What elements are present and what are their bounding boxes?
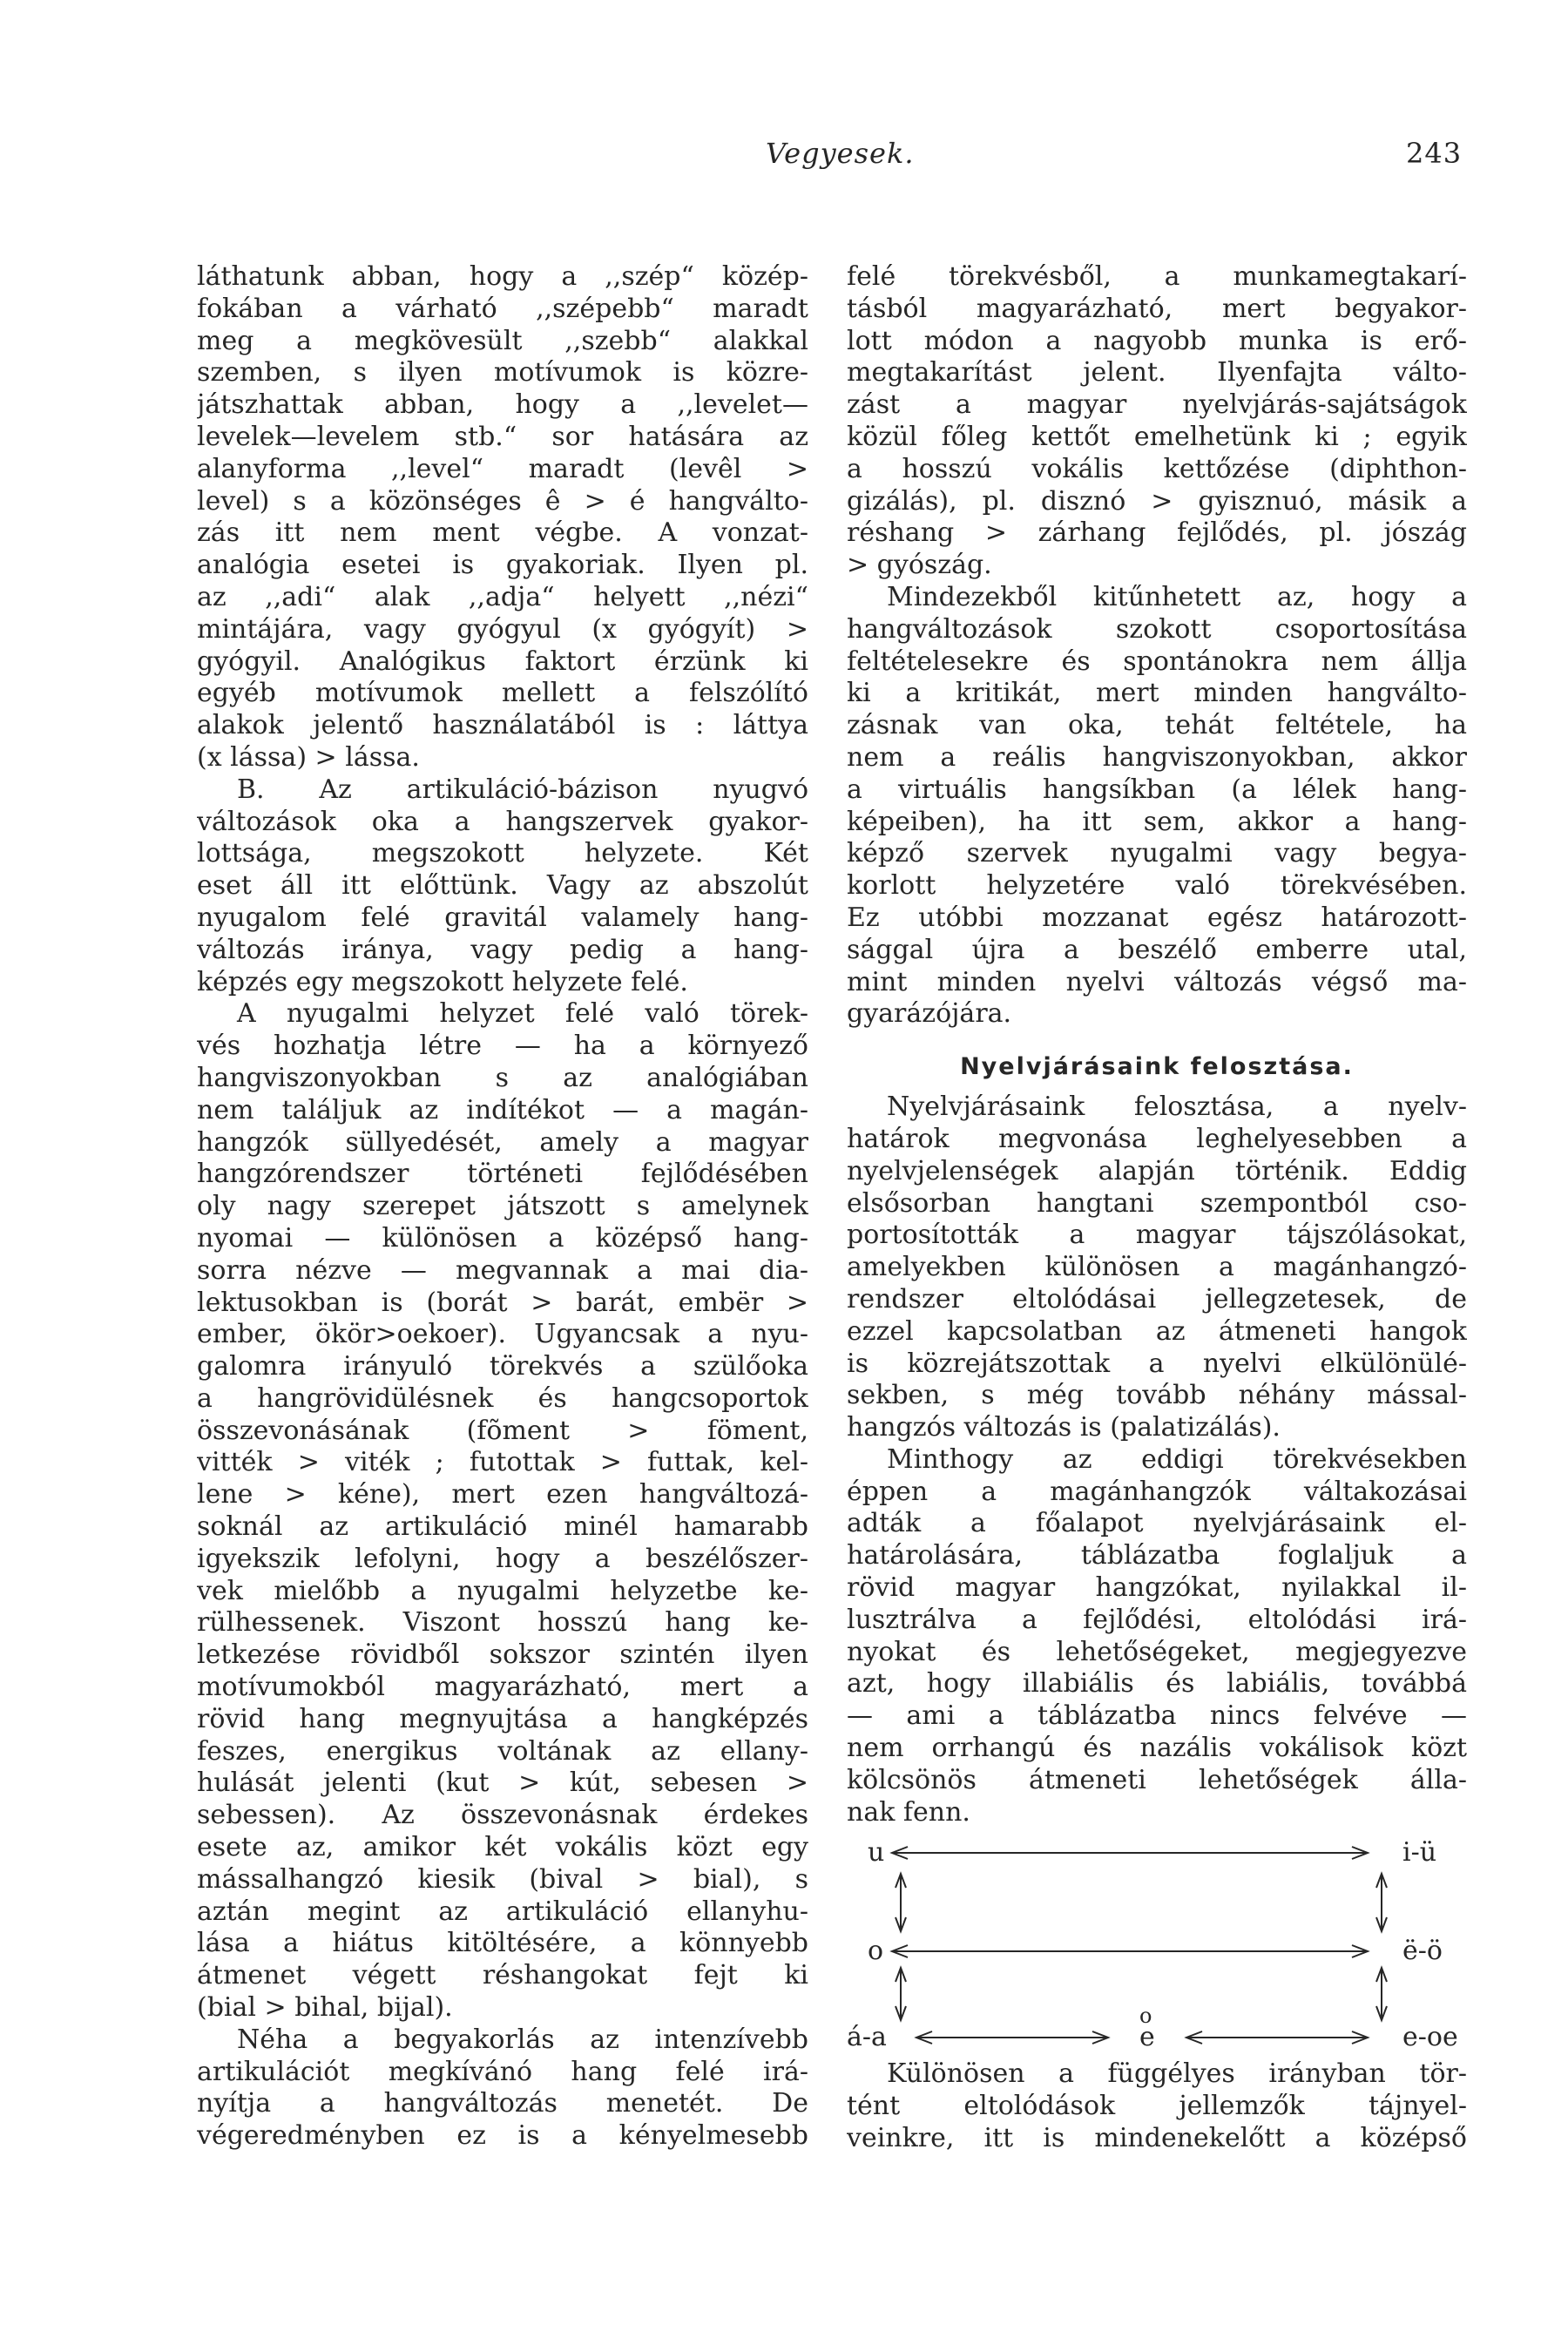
text-line: képző szervek nyugalmi vagy begya- <box>847 838 1467 869</box>
text-line: alanyforma ,,level“ maradt (levêl > <box>197 453 808 484</box>
page-number: 243 <box>1406 137 1463 170</box>
text-line: játszhattak abban, hogy a ,,levelet— <box>197 389 808 421</box>
text-line: láthatunk abban, hogy a ,,szép“ közép- <box>197 261 808 292</box>
text-line: hangzók süllyedését, amely a magyar <box>197 1126 808 1158</box>
vowel-label-i-u: i-ü <box>1402 1837 1437 1869</box>
text-line: lott módon a nagyobb munka is erő- <box>847 325 1467 356</box>
text-line: lektusokban is (borát > barát, embër > <box>197 1287 808 1318</box>
text-line: nem a reális hangviszonyokban, akkor <box>847 741 1467 773</box>
text-line: esete az, amikor két vokális közt egy <box>197 1832 808 1863</box>
text-line: level) s a közönséges ê > é hangválto- <box>197 485 808 517</box>
text-line: sekben, s még tovább néhány mással- <box>847 1380 1467 1411</box>
text-line: galomra irányuló törekvés a szülőoka <box>197 1351 808 1382</box>
text-line: adták a főalapot nyelvjárásaink el- <box>847 1508 1467 1539</box>
text-line: képeiben), ha itt sem, akkor a hang- <box>847 806 1467 837</box>
vowel-label-e-oe: e-oe <box>1402 2022 1458 2053</box>
text-line: sággal újra a beszélő emberre utal, <box>847 934 1467 965</box>
text-line: B. Az artikuláció-bázison nyugvó <box>237 774 808 805</box>
text-line: mint minden nyelvi változás végső ma- <box>847 966 1467 997</box>
left-text-column <box>197 261 808 2153</box>
text-line: az ,,adi“ alak ,,adja“ helyett ,,nézi“ <box>197 581 808 612</box>
text-line: nak fenn. <box>847 1796 970 1828</box>
text-line: hangváltozások szokott csoportosítása <box>847 613 1467 645</box>
text-line: átmenet végett réshangokat fejt ki <box>197 1960 808 1991</box>
text-line: tént eltolódások jellemzők tájnyel- <box>847 2091 1467 2122</box>
text-line: korlott helyzetére való törekvésében. <box>847 870 1467 902</box>
text-line: nyomai — különösen a középső hang- <box>197 1222 808 1254</box>
text-line: — ami a táblázatba nincs felvéve — <box>847 1700 1467 1732</box>
text-line: vitték > viték ; futottak > futtak, kel- <box>197 1447 808 1478</box>
text-line: rendszer eltolódásai jellegzetesek, de <box>847 1283 1467 1315</box>
text-line: hangviszonyokban s az analógiában <box>197 1062 808 1093</box>
text-line: veinkre, itt is mindenekelőtt a középső <box>847 2123 1467 2154</box>
text-line: nyokat és lehetőségeket, megjegyezve <box>847 1636 1467 1667</box>
text-line: képzés egy megszokott helyzete felé. <box>197 966 688 997</box>
text-line: soknál az artikuláció minél hamarabb <box>197 1511 808 1543</box>
text-line: analógia esetei is gyakoriak. Ilyen pl. <box>197 550 808 581</box>
text-line: összevonásának (fõment > föment, <box>197 1415 808 1446</box>
text-line: (bial > bihal, bijal). <box>197 1992 453 2024</box>
vowel-shift-diagram <box>847 1835 1467 2053</box>
text-line: tásból magyarázható, mert begyakor- <box>847 293 1467 324</box>
text-line: sebessen). Az összevonásnak érdekes <box>197 1800 808 1831</box>
text-line: kölcsönös átmeneti lehetőségek álla- <box>847 1764 1467 1795</box>
text-line: hangzórendszer történeti fejlődésében <box>197 1159 808 1190</box>
text-line: feltételesekre és spontánokra nem állja <box>847 645 1467 677</box>
text-line: portosították a magyar tájszólásokat, <box>847 1220 1467 1251</box>
text-line: oly nagy szerepet játszott s amelynek <box>197 1191 808 1222</box>
vowel-label-o-small: o <box>1139 2004 1152 2029</box>
diagram-arrows <box>847 1835 1467 2053</box>
text-line: rövid magyar hangzókat, nyilakkal il- <box>847 1572 1467 1604</box>
text-line: feszes, energikus voltának az ellany- <box>197 1735 808 1767</box>
text-line: határok megvonása leghelyesebben a <box>847 1123 1467 1154</box>
text-line: nem orrhangú és nazális vokálisok közt <box>847 1733 1467 1764</box>
vowel-label-e: e <box>1139 2022 1155 2053</box>
text-line: lusztrálva a fejlődési, eltolódási irá- <box>847 1604 1467 1635</box>
text-line: Nyelvjárásaink felosztása, a nyelv- <box>887 1092 1467 1123</box>
text-line: amelyekben különösen a magánhangzó- <box>847 1252 1467 1283</box>
text-line: felé törekvésből, a munkamegtakarí- <box>847 261 1467 292</box>
text-line: Ez utóbbi mozzanat egész határozott- <box>847 902 1467 933</box>
text-line: a hangrövidülésnek és hangcsoportok <box>197 1382 808 1414</box>
vowel-label-a-a: á-a <box>847 2022 887 2053</box>
text-line: ezzel kapcsolatban az átmeneti hangok <box>847 1315 1467 1347</box>
text-line: ember, ökör>oekoer). Ugyancsak a nyu- <box>197 1319 808 1350</box>
text-line: aztán megint az artikuláció ellanyhu- <box>197 1896 808 1927</box>
text-line: Minthogy az eddigi törekvésekben <box>887 1443 1467 1475</box>
text-line: hulását jelenti (kut > kút, sebesen > <box>197 1767 808 1799</box>
text-line: gyarázójára. <box>847 998 1012 1030</box>
text-line: zást a magyar nyelvjárás-sajátságok <box>847 389 1467 421</box>
text-line: alakok jelentő használatából is : láttya <box>197 710 808 741</box>
text-line: vés hozhatja létre — ha a környező <box>197 1031 808 1062</box>
running-header-title: Vegyesek. <box>766 137 915 170</box>
text-line: gizálás), pl. disznó > gyisznuó, másik a <box>847 485 1467 517</box>
text-line: változások oka a hangszervek gyakor- <box>197 806 808 837</box>
text-line: nem találjuk az indítékot — a magán- <box>197 1094 808 1125</box>
text-line: rülhessenek. Viszont hosszú hang ke- <box>197 1607 808 1639</box>
text-line: sorra nézve — megvannak a mai dia- <box>197 1254 808 1286</box>
text-line: nyelvjelenségek alapján történik. Eddig <box>847 1155 1467 1186</box>
text-line: Különösen a függélyes irányban tör- <box>887 2058 1467 2090</box>
text-line: levelek—levelem stb.“ sor hatására az <box>197 421 808 452</box>
text-line: hangzós változás is (palatizálás). <box>847 1412 1281 1443</box>
text-line: azt, hogy illabiális és labiális, továbbá <box>847 1668 1467 1700</box>
text-line: zás itt nem ment végbe. A vonzat- <box>197 517 808 549</box>
text-line: letkezése rövidből sokszor szintén ilyen <box>197 1639 808 1671</box>
text-line: lene > kéne), mert ezen hangváltozá- <box>197 1479 808 1511</box>
text-line: változás iránya, vagy pedig a hang- <box>197 934 808 965</box>
text-line: A nyugalmi helyzet felé való törek- <box>237 998 808 1030</box>
text-line: artikulációt megkívánó hang felé irá- <box>197 2056 808 2087</box>
text-line: nyítja a hangváltozás menetét. De <box>197 2088 808 2119</box>
text-line: igyekszik lefolyni, hogy a beszélőszer- <box>197 1543 808 1574</box>
text-line: motívumokból magyarázható, mert a <box>197 1672 808 1703</box>
text-line: rövid hang megnyujtása a hangképzés <box>197 1703 808 1734</box>
text-line: szemben, s ilyen motívumok is közre- <box>197 357 808 389</box>
text-line: Néha a begyakorlás az intenzívebb <box>237 2024 808 2055</box>
text-line: fokában a várható ,,szépebb“ maradt <box>197 293 808 324</box>
text-line: a hosszú vokális kettőzése (diphthon- <box>847 453 1467 484</box>
text-line: meg a megkövesült ,,szebb“ alakkal <box>197 325 808 356</box>
vowel-label-u: u <box>868 1837 885 1869</box>
text-line: egyéb motívumok mellett a felszólító <box>197 678 808 709</box>
text-line: gyógyil. Analógikus faktort érzünk ki <box>197 645 808 677</box>
text-line: nyugalom felé gravitál valamely hang- <box>197 902 808 933</box>
text-line: közül főleg kettőt emelhetünk ki ; egyik <box>847 421 1467 452</box>
text-line: a virtuális hangsíkban (a lélek hang- <box>847 774 1467 805</box>
text-line: is közrejátszottak a nyelvi elkülönülé- <box>847 1348 1467 1379</box>
text-line: réshang > zárhang fejlődés, pl. jószág <box>847 517 1467 549</box>
text-line: > gyószág. <box>847 550 992 581</box>
text-line: megtakarítást jelent. Ilyenfajta válto- <box>847 357 1467 389</box>
text-line: eset áll itt előttünk. Vagy az abszolút <box>197 870 808 902</box>
text-line: lottsága, megszokott helyzete. Két <box>197 838 808 869</box>
text-line: végeredményben ez is a kényelmesebb <box>197 2120 808 2152</box>
text-line: lása a hiátus kitöltésére, a könnyebb <box>197 1928 808 1959</box>
text-line: ki a kritikát, mert minden hangválto- <box>847 678 1467 709</box>
vowel-label-o: o <box>868 1936 884 1967</box>
text-line: Mindezekből kitűnhetett az, hogy a <box>887 581 1467 612</box>
right-text-column <box>847 261 1467 2155</box>
text-line: (x lássa) > lássa. <box>197 741 420 773</box>
text-line: határolására, táblázatba foglaljuk a <box>847 1540 1467 1571</box>
vowel-label-e-o: ë-ö <box>1402 1936 1443 1967</box>
text-line: mássalhangzó kiesik (bival > bial), s <box>197 1863 808 1895</box>
section-heading: Nyelvjárásaink felosztása. <box>960 1053 1354 1081</box>
text-line: elsősorban hangtani szempontból cso- <box>847 1187 1467 1219</box>
text-line: vek mielőbb a nyugalmi helyzetbe ke- <box>197 1575 808 1606</box>
text-line: zásnak van oka, tehát feltétele, ha <box>847 710 1467 741</box>
text-line: mintájára, vagy gyógyul (x gyógyít) > <box>197 613 808 645</box>
text-line: éppen a magánhangzók váltakozásai <box>847 1476 1467 1507</box>
